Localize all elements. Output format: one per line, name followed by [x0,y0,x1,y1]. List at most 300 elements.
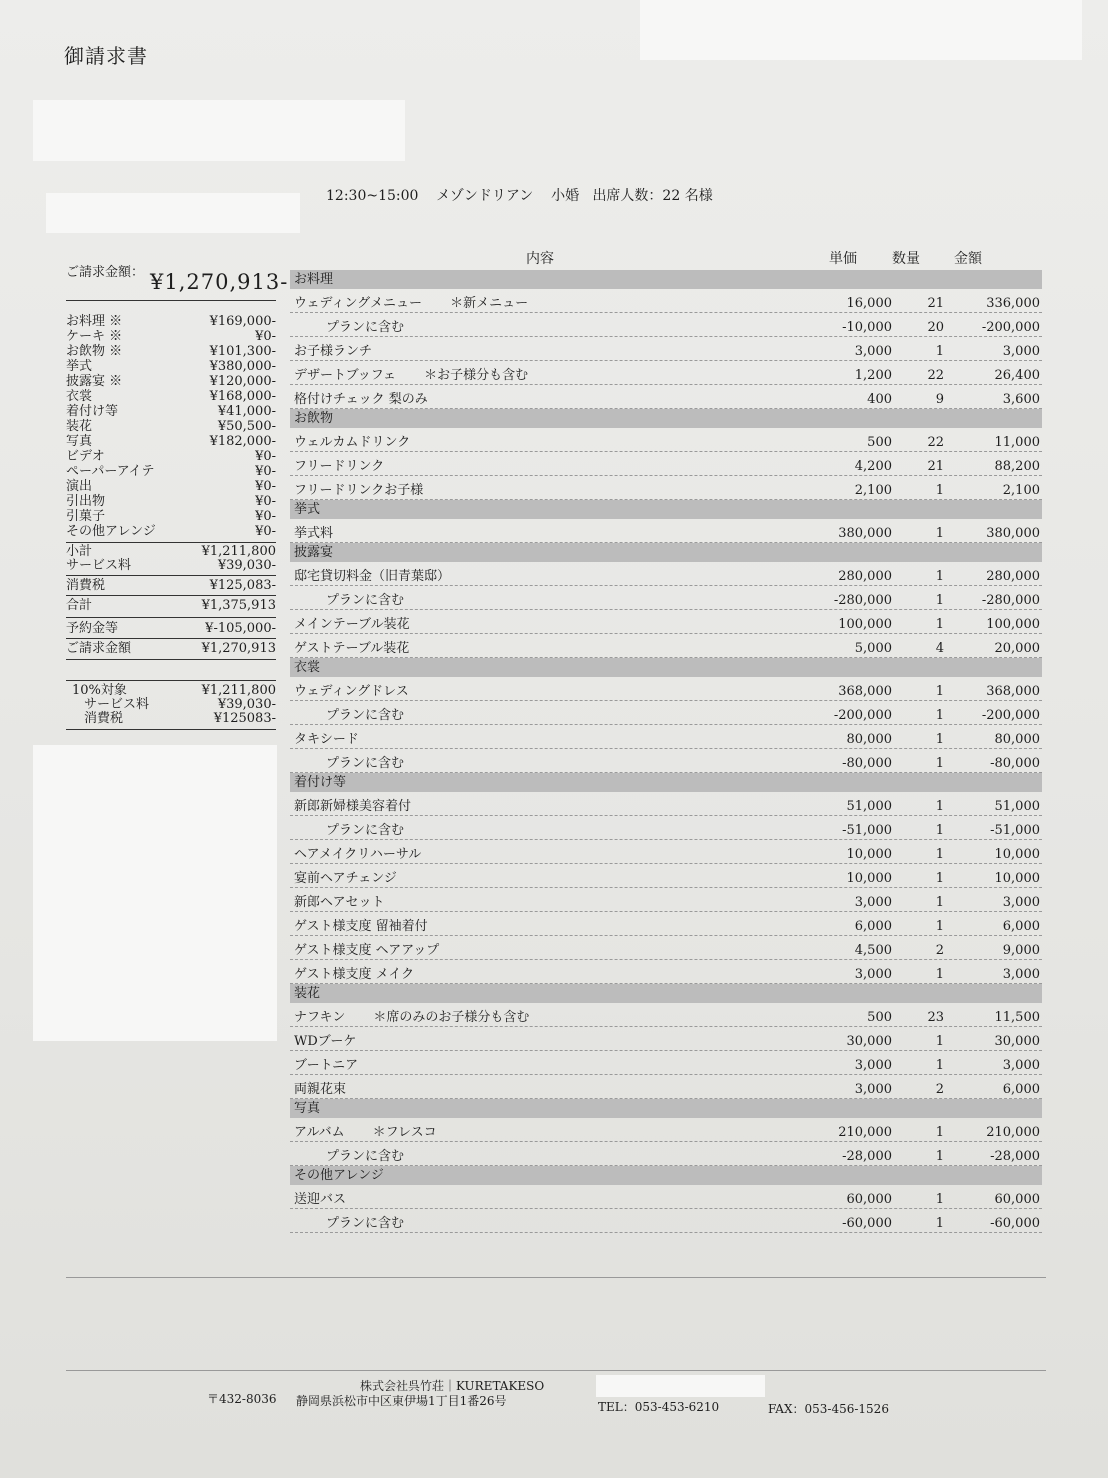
line-item-description-text: 両親花束 [294,1082,347,1097]
total-label: 合計 [66,598,93,613]
line-item-row [290,361,1042,385]
billing-value: ¥1,270,913 [201,641,276,656]
summary-row-label: 引出物 [66,494,106,509]
line-item-row [290,313,1042,337]
tax-consumption-value: ¥125083- [213,711,276,726]
line-item-row [290,476,1042,500]
summary-row-value: ¥120,000- [209,374,276,389]
line-item-row [290,725,1042,749]
section-header: その他アレンジ [290,1166,1042,1185]
line-item-amount: 6,000 [1002,919,1040,934]
line-item-amount: -280,000 [981,593,1040,608]
summary-row [66,314,276,329]
summary-row-label: 衣裳 [66,389,93,404]
line-item-description-text: メインテーブル装花 [294,617,410,632]
summary-row [66,464,276,479]
line-item-description [326,1145,404,1164]
line-item-description [294,565,450,584]
summary-row-label: その他アレンジ [66,524,156,539]
line-item-description [294,728,359,747]
billing-amount-label: ご請求金額： [66,265,145,280]
line-item-unit-price: 400 [867,392,892,407]
event-venue: メゾンドリアン [436,188,534,204]
line-item-quantity: 4 [935,641,944,656]
section-header: お料理 [290,270,1042,289]
summary-row-value: ¥0- [255,524,276,539]
line-item-amount: 60,000 [994,1192,1040,1207]
summary-row-label: お料理 ※ [66,314,123,329]
line-item-description [294,388,428,407]
line-item-quantity: 1 [935,895,944,910]
tax-target-value: ¥1,211,800 [201,683,276,698]
line-item-description-text: プランに含む [326,823,405,838]
summary-row [66,329,276,344]
event-attendance: 出席人数：22 名様 [592,188,713,204]
deposit-label: 予約金等 [66,621,119,636]
total-row [66,597,276,615]
line-item-note: ＊お子様分も含む [424,368,529,383]
section-header: 挙式 [290,500,1042,519]
line-item-unit-price: 80,000 [846,732,892,747]
line-item-row [290,1027,1042,1051]
line-item-row [290,677,1042,701]
summary-row-value: ¥50,500- [217,419,276,434]
line-item-description [294,915,428,934]
line-item-amount: 100,000 [986,617,1040,632]
summary-row-label: 装花 [66,419,93,434]
divider [66,575,276,576]
line-item-description-text: 送迎バス [294,1192,347,1207]
summary-row-value: ¥0- [255,479,276,494]
billing-row [66,640,276,658]
line-item-description [294,1078,346,1097]
line-item-unit-price: 10,000 [846,871,892,886]
line-item-row [290,519,1042,543]
section-header: 写真 [290,1099,1042,1118]
line-item-description [294,1030,356,1049]
deposit-value: ¥-105,000- [205,621,276,636]
line-item-unit-price: -80,000 [842,756,892,771]
line-item-amount: -80,000 [990,756,1040,771]
line-item-quantity: 1 [935,569,944,584]
line-item-description [294,1188,346,1207]
line-item-description-text: タキシード [294,732,359,747]
subtotal-label: 小計 [66,544,93,559]
line-item-unit-price: 51,000 [846,799,892,814]
line-item-description [294,1006,529,1025]
divider [66,659,276,660]
summary-row-label: 写真 [66,434,93,449]
line-item-quantity: 1 [935,344,944,359]
summary-row-value: ¥0- [255,509,276,524]
line-item-row [290,960,1042,984]
line-item-amount: 26,400 [994,368,1040,383]
line-item-amount: 3,000 [1002,895,1040,910]
line-item-description-text: WDブーケ [294,1034,357,1049]
summary-row [66,419,276,434]
billing-label: ご請求金額 [66,641,132,656]
line-items-table [290,270,1042,1233]
section-header: 衣裳 [290,658,1042,677]
line-item-description-text: ウェディングメニュー [294,296,423,311]
tax-target-row [72,684,276,698]
subtotal-value: ¥1,211,800 [201,544,276,559]
line-item-unit-price: 4,200 [854,459,892,474]
line-item-row [290,586,1042,610]
line-item-unit-price: 280,000 [838,569,892,584]
line-item-row [290,428,1042,452]
line-item-row [290,610,1042,634]
line-item-description [294,867,397,886]
line-item-description-text: フリードリンク [294,459,385,474]
redacted-block-notes [33,745,277,1041]
line-item-unit-price: 10,000 [846,847,892,862]
line-item-unit-price: 500 [867,1010,892,1025]
line-item-quantity: 1 [935,617,944,632]
summary-row-label: 引菓子 [66,509,106,524]
line-item-amount: 51,000 [994,799,1040,814]
divider [66,300,276,301]
line-item-description [326,1212,404,1231]
line-item-amount: 80,000 [994,732,1040,747]
section-header: 装花 [290,984,1042,1003]
line-item-row [290,562,1042,586]
summary-row-value: ¥41,000- [217,404,276,419]
summary-row-value: ¥101,300- [209,344,276,359]
line-item-quantity: 1 [935,708,944,723]
summary-row [66,344,276,359]
line-item-row [290,289,1042,313]
line-item-description [294,637,409,656]
line-item-description-text: アルバム [294,1125,345,1140]
divider [66,595,276,596]
line-item-description [294,843,421,862]
line-item-amount: 3,000 [1002,967,1040,982]
service-label: サービス料 [66,558,132,573]
line-item-row [290,749,1042,773]
summary-row-label: 披露宴 ※ [66,374,123,389]
line-item-row [290,1142,1042,1166]
line-item-row [290,888,1042,912]
redacted-block-date [46,193,300,233]
line-item-quantity: 1 [935,483,944,498]
service-row [66,557,276,575]
section-header: 披露宴 [290,543,1042,562]
summary-row-label: 挙式 [66,359,93,374]
event-type: 小婚 [551,188,580,204]
tax-service-row [72,698,276,712]
line-item-description [294,891,384,910]
line-item-unit-price: -200,000 [833,708,892,723]
line-item-amount: 2,100 [1002,483,1040,498]
line-item-quantity: 1 [935,1216,944,1231]
line-item-unit-price: 30,000 [846,1034,892,1049]
line-item-quantity: 21 [927,459,944,474]
summary-row-value: ¥0- [255,449,276,464]
summary-row-value: ¥0- [255,464,276,479]
summary-row [66,404,276,419]
line-item-unit-price: 4,500 [854,943,892,958]
line-item-description-text: ブートニア [294,1058,359,1073]
line-item-description [294,455,384,474]
line-item-row [290,1003,1042,1027]
redacted-block-recipient [33,100,405,161]
line-item-amount: -200,000 [981,708,1040,723]
line-item-quantity: 1 [935,871,944,886]
tax-label: 消費税 [66,578,106,593]
tax-breakdown [72,684,276,726]
line-item-note: ＊新メニュー [450,296,529,311]
line-item-row [290,385,1042,409]
summary-row [66,359,276,374]
line-item-unit-price: 210,000 [838,1125,892,1140]
line-item-quantity: 1 [935,732,944,747]
line-item-amount: 11,000 [994,435,1040,450]
line-item-description [326,819,404,838]
service-value: ¥39,030- [217,558,276,573]
line-item-amount: 11,500 [994,1010,1040,1025]
line-item-amount: 30,000 [994,1034,1040,1049]
line-item-quantity: 23 [927,1010,944,1025]
tax-row [66,577,276,595]
line-item-unit-price: -280,000 [833,593,892,608]
line-item-amount: 9,000 [1002,943,1040,958]
line-item-description [294,479,423,498]
summary-row [66,389,276,404]
line-item-amount: 336,000 [986,296,1040,311]
line-item-description-text: 格付けチェック 梨のみ [294,392,428,407]
line-item-unit-price: 6,000 [854,919,892,934]
header-content: 内容 [526,251,554,267]
line-item-row [290,1185,1042,1209]
summary-row-label: お飲物 ※ [66,344,123,359]
summary-row [66,479,276,494]
line-item-unit-price: 380,000 [838,526,892,541]
line-item-description [294,340,372,359]
line-item-amount: -28,000 [990,1149,1040,1164]
line-item-row [290,936,1042,960]
tax-service-value: ¥39,030- [217,697,276,712]
summary-row-label: ビデオ [66,449,105,464]
event-time: 12:30~15:00 [326,188,419,204]
line-item-amount: 3,000 [1002,1058,1040,1073]
line-item-description [294,1121,437,1140]
divider [66,729,276,730]
line-item-description-text: ナフキン [294,1010,346,1025]
line-item-description [294,522,333,541]
line-item-unit-price: 1,200 [854,368,892,383]
summary-row-value: ¥169,000- [209,314,276,329]
line-item-quantity: 22 [927,435,944,450]
summary-row-value: ¥168,000- [209,389,276,404]
tax-value: ¥125,083- [209,578,276,593]
billing-amount-total: ¥1,270,913- [150,270,289,294]
line-item-quantity: 1 [935,1125,944,1140]
line-item-unit-price: 368,000 [838,684,892,699]
total-value: ¥1,375,913 [201,598,276,613]
line-item-quantity: 21 [927,296,944,311]
line-item-amount: 3,600 [1002,392,1040,407]
line-item-description [326,704,404,723]
line-item-description-text: プランに含む [326,593,405,608]
line-item-quantity: 1 [935,847,944,862]
line-item-quantity: 1 [935,919,944,934]
line-item-quantity: 2 [935,1082,944,1097]
tax-service-label: サービス料 [84,697,150,712]
line-item-quantity: 1 [935,1149,944,1164]
line-item-unit-price: -10,000 [842,320,892,335]
line-item-amount: 10,000 [994,871,1040,886]
line-item-row [290,864,1042,888]
line-item-row [290,1118,1042,1142]
header-amount: 金額 [954,251,982,267]
line-item-description-text: 挙式料 [294,526,334,541]
line-item-unit-price: -51,000 [842,823,892,838]
line-item-description-text: プランに含む [326,1149,405,1164]
header-quantity: 数量 [892,251,920,267]
line-item-amount: 368,000 [986,684,1040,699]
line-item-description [294,613,410,632]
line-item-row [290,634,1042,658]
line-item-unit-price: 3,000 [854,895,892,910]
summary-row [66,374,276,389]
line-item-quantity: 20 [927,320,944,335]
line-item-amount: 380,000 [986,526,1040,541]
line-item-unit-price: 3,000 [854,1058,892,1073]
line-item-amount: 20,000 [994,641,1040,656]
line-item-description [294,431,410,450]
section-header: お飲物 [290,409,1042,428]
line-item-unit-price: -60,000 [842,1216,892,1231]
line-item-quantity: 1 [935,1058,944,1073]
divider [66,617,276,618]
line-item-quantity: 22 [927,368,944,383]
event-info [326,185,713,205]
summary-row-label: 着付け等 [66,404,119,419]
summary-row [66,524,276,539]
line-item-description [294,963,414,982]
tax-consumption-row [72,712,276,726]
summary-row-value: ¥182,000- [209,434,276,449]
line-item-unit-price: -28,000 [842,1149,892,1164]
divider [66,638,276,639]
line-item-amount: 280,000 [986,569,1040,584]
line-item-description-text: プランに含む [326,1216,405,1231]
line-item-unit-price: 60,000 [846,1192,892,1207]
line-item-description-text: 宴前ヘアチェンジ [294,871,397,886]
line-item-unit-price: 100,000 [838,617,892,632]
summary-row [66,449,276,464]
tax-target-label: 10%対象 [72,683,127,698]
footer-postal: 〒432-8036 [207,1392,277,1406]
line-item-row [290,1209,1042,1233]
line-item-description-text: プランに含む [326,320,405,335]
line-item-quantity: 2 [935,943,944,958]
summary-row-label: 演出 [66,479,93,494]
line-item-description-text: ゲストテーブル装花 [294,641,410,656]
line-item-unit-price: 500 [867,435,892,450]
line-item-amount: 88,200 [994,459,1040,474]
line-item-quantity: 1 [935,823,944,838]
line-item-quantity: 1 [935,967,944,982]
line-item-quantity: 1 [935,799,944,814]
line-item-amount: 6,000 [1002,1082,1040,1097]
summary-row-label: ペーパーアイテ [66,464,155,479]
header-unit-price: 単価 [829,251,857,267]
line-item-description [294,292,528,311]
line-item-quantity: 1 [935,526,944,541]
line-item-row [290,1075,1042,1099]
line-item-quantity: 1 [935,1034,944,1049]
line-item-description [294,795,411,814]
footer-divider [66,1370,1046,1371]
summary-row-value: ¥0- [255,494,276,509]
redacted-block-top-right [640,0,1082,60]
line-item-row [290,452,1042,476]
line-item-quantity: 1 [935,684,944,699]
line-item-quantity: 1 [935,593,944,608]
line-item-row [290,1051,1042,1075]
line-item-description-text: ヘアメイクリハーサル [294,847,422,862]
line-item-row [290,337,1042,361]
summary-row [66,509,276,524]
line-item-description-text: 新郎新婦様美容着付 [294,799,412,814]
line-item-description [326,316,404,335]
line-item-quantity: 1 [935,1192,944,1207]
line-item-description-text: ウェディングドレス [294,684,409,699]
line-item-unit-price: 3,000 [854,344,892,359]
footer-tel: TEL：053-453-6210 [598,1400,720,1414]
line-item-description-text: デザートブッフェ [294,368,397,383]
line-item-description-text: ゲスト様支度 メイク [294,967,415,982]
line-item-description-text: お子様ランチ [294,344,373,359]
divider [66,680,276,681]
line-item-description [294,364,528,383]
line-item-description-text: プランに含む [326,708,405,723]
line-item-row [290,816,1042,840]
line-item-amount: -60,000 [990,1216,1040,1231]
line-item-quantity: 9 [935,392,944,407]
line-item-description [326,752,404,771]
line-item-description-text: プランに含む [326,756,405,771]
footer-divider-top [66,1277,1046,1278]
line-item-description [326,589,404,608]
line-item-description-text: ウェルカムドリンク [294,435,411,450]
line-item-description-text: フリードリンクお子様 [294,483,424,498]
line-item-row [290,792,1042,816]
line-item-unit-price: 16,000 [846,296,892,311]
line-item-description [294,1054,358,1073]
deposit-row [66,620,276,638]
footer-address: 静岡県浜松市中区東伊場1丁目1番26号 [296,1394,507,1408]
summary-row [66,494,276,509]
line-item-description-text: ゲスト様支度 ヘアアップ [294,943,440,958]
line-item-amount: 3,000 [1002,344,1040,359]
summary-row-label: ケーキ ※ [66,329,123,344]
line-item-description-text: 新郎ヘアセット [294,895,385,910]
line-item-unit-price: 2,100 [854,483,892,498]
line-item-description [294,939,439,958]
tax-consumption-label: 消費税 [84,711,124,726]
line-item-row [290,840,1042,864]
summary-breakdown [66,314,276,539]
redacted-block-footer [596,1375,765,1397]
line-item-amount: 210,000 [986,1125,1040,1140]
page-title: 御請求書 [64,44,148,68]
line-item-description [294,680,409,699]
summary-row-value: ¥380,000- [209,359,276,374]
line-item-unit-price: 5,000 [854,641,892,656]
